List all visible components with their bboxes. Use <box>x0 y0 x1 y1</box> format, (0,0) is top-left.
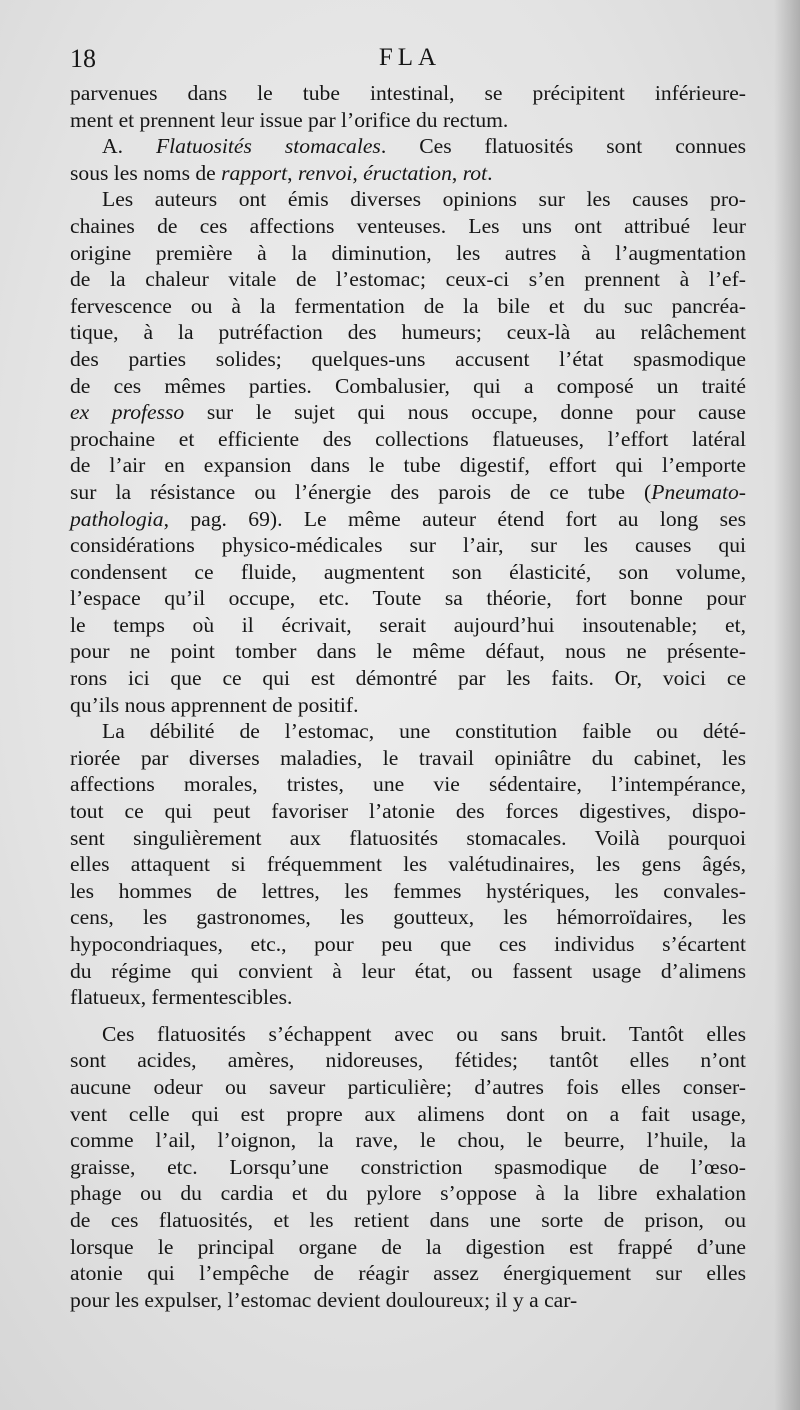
text-line: A. Flatuosités stomacales. Ces flatuosités sont connues <box>102 134 746 159</box>
text-line: La débilité de l’estomac, une constitution faible ou dété- <box>102 719 746 744</box>
text-line: origine première à la diminution, les autres à l’augmentation <box>70 240 746 265</box>
text-line: graisse, etc. Lorsqu’une constriction spasmodique de l’œso- <box>70 1154 746 1179</box>
text-line: les hommes de lettres, les femmes hystériques, les convales- <box>70 878 746 903</box>
text-line: riorée par diverses maladies, le travail opiniâtre du cabinet, les <box>70 745 746 770</box>
text-line: elles attaquent si fréquemment les valétudinaires, les gens âgés, <box>70 852 746 877</box>
text-line: de l’air en expansion dans le tube digestif, effort qui l’emporte <box>70 453 746 478</box>
text-line: du régime qui convient à leur état, ou fassent usage d’alimens <box>70 958 746 983</box>
text-line: Ces flatuosités s’échappent avec ou sans bruit. Tantôt elles <box>102 1021 746 1046</box>
text-line: Les auteurs ont émis diverses opinions sur les causes pro- <box>102 187 746 212</box>
text-line: prochaine et efficiente des collections flatueuses, l’effort latéral <box>70 426 746 451</box>
text-line: ment et prennent leur issue par l’orifice du rectum. <box>70 107 509 132</box>
text-line: atonie qui l’empêche de réagir assez énergiquement sur elles <box>70 1261 746 1286</box>
text-line: pour les expulser, l’estomac devient douloureux; il y a car- <box>70 1287 578 1312</box>
text-line: flatueux, fermentescibles. <box>70 985 293 1010</box>
text-line: considérations physico-médicales sur l’air, sur les causes qui <box>70 533 746 558</box>
text-line: phage ou du cardia et du pylore s’oppose à la libre exhalation <box>70 1181 746 1206</box>
paragraph-gap <box>70 1011 746 1021</box>
text-line: sous les noms de rapport, renvoi, éructation, rot. <box>70 160 493 185</box>
text-line: hypocondriaques, etc., pour peu que ces individus s’écartent <box>70 932 746 956</box>
running-head <box>70 44 750 78</box>
text-line: de ces flatuosités, et les retient dans une sorte de prison, ou <box>70 1207 746 1232</box>
text-line: aucune odeur ou saveur particulière; d’autres fois elles conser- <box>70 1074 746 1099</box>
text-line: l’espace qu’il occupe, etc. Toute sa théorie, fort bonne pour <box>70 586 746 611</box>
text-line: le temps où il écrivait, serait aujourd’hui insoutenable; et, <box>70 612 746 637</box>
text-line: affections morales, tristes, une vie sédentaire, l’intempérance, <box>70 772 746 797</box>
text-line: ex professo sur le sujet qui nous occupe, donne pour cause <box>70 400 746 425</box>
text-line: de la chaleur vitale de l’estomac; ceux-ci s’en prennent à l’ef- <box>70 267 746 292</box>
text-line: cens, les gastronomes, les goutteux, les hémorroïdaires, les <box>70 905 746 930</box>
text-line: pour ne point tomber dans le même défaut, nous ne présente- <box>70 639 746 664</box>
text-line: tique, à la putréfaction des humeurs; ceux-là au relâchement <box>70 320 746 345</box>
running-title: FLA <box>378 44 442 71</box>
text-line: qu’ils nous apprennent de positif. <box>70 692 359 717</box>
text-line: tout ce qui peut favoriser l’atonie des forces digestives, dispo- <box>70 799 746 824</box>
text-line: rons ici que ce qui est démontré par les faits. Or, voici ce <box>70 666 746 691</box>
text-line: lorsque le principal organe de la digestion est frappé d’une <box>70 1234 746 1259</box>
text-line: vent celle qui est propre aux alimens dont on a fait usage, <box>70 1101 746 1126</box>
text-line: sont acides, amères, nidoreuses, fétides; tantôt elles n’ont <box>70 1048 746 1073</box>
text-body <box>70 80 746 1313</box>
text-line: des parties solides; quelques-uns accusent l’état spasmodique <box>70 346 746 371</box>
text-line: fervescence ou à la fermentation de la bile et du suc pancréa- <box>70 293 746 318</box>
text-line: sent singulièrement aux flatuosités stomacales. Voilà pourquoi <box>70 825 746 850</box>
page-number: 18 <box>70 44 96 73</box>
text-line: parvenues dans le tube intestinal, se précipitent inférieure- <box>70 81 746 105</box>
page-edge-shadow <box>774 0 800 1410</box>
text-line: pathologia, pag. 69). Le même auteur étend fort au long ses <box>70 506 746 531</box>
text-line: de ces mêmes parties. Combalusier, qui a composé un traité <box>70 373 746 398</box>
text-line: condensent ce fluide, augmentent son élasticité, son volume, <box>70 559 746 584</box>
text-line: chaines de ces affections venteuses. Les uns ont attribué leur <box>70 213 746 238</box>
text-line: comme l’ail, l’oignon, la rave, le chou, le beurre, l’huile, la <box>70 1128 746 1153</box>
text-line: sur la résistance ou l’énergie des parois de ce tube (Pneumato- <box>70 479 746 504</box>
